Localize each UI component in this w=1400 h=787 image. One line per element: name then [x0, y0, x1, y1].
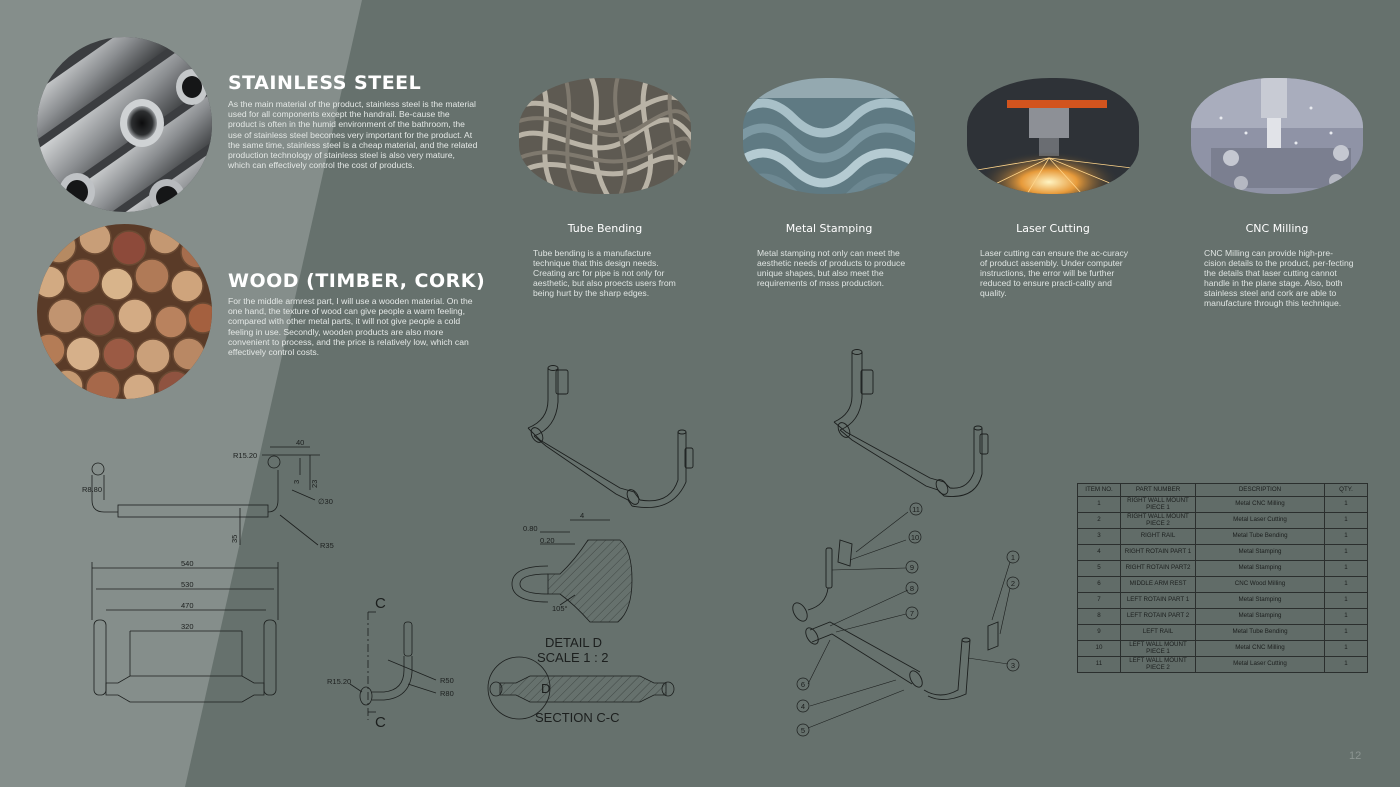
bom-cell: RIGHT ROTAIN PART 1 — [1121, 545, 1196, 561]
balloon-2: 2 — [1010, 579, 1016, 588]
dim-23: 23 — [310, 479, 319, 488]
side-view-drawing — [350, 612, 436, 720]
laser-cutting-description: Laser cutting can ensure the ac-curacy of product assembly. Under computer instructions, the error will be further reduced to ensure practi-cality and quality. — [980, 248, 1129, 298]
bom-cell: CNC Wood Milling — [1196, 577, 1325, 593]
dim-r15-side: R15.20 — [327, 677, 352, 686]
dim-r8: R8.80 — [82, 485, 103, 494]
bom-cell: RIGHT RAIL — [1121, 529, 1196, 545]
bom-cell: MIDDLE ARM REST — [1121, 577, 1196, 593]
bom-cell: LEFT WALL MOUNT PIECE 2 — [1121, 657, 1196, 673]
metal-stamping-title: Metal Stamping — [785, 222, 873, 235]
section-c-bottom-label: C — [375, 714, 386, 731]
table-row — [1078, 561, 1368, 577]
table-row — [1078, 593, 1368, 609]
bom-header-description: DESCRIPTION — [1196, 484, 1325, 497]
bom-cell: 1 — [1325, 593, 1368, 609]
bom-cell: 1 — [1325, 577, 1368, 593]
bom-cell: RIGHT WALL MOUNT PIECE 2 — [1121, 513, 1196, 529]
table-row — [1078, 529, 1368, 545]
balloon-4: 4 — [800, 702, 806, 711]
bom-cell: 11 — [1078, 657, 1121, 673]
bom-cell: Metal Tube Bending — [1196, 529, 1325, 545]
isometric-assembly-view — [528, 350, 988, 508]
detail-scale-label: SCALE 1 : 2 — [537, 650, 609, 665]
balloon-3: 3 — [1010, 661, 1016, 670]
bom-cell: 10 — [1078, 641, 1121, 657]
balloon-8: 8 — [909, 584, 915, 593]
bill-of-materials-table — [1077, 483, 1368, 673]
balloon-10: 10 — [910, 533, 920, 542]
balloon-11: 11 — [912, 505, 920, 514]
detail-d-marker: D — [541, 681, 551, 696]
dim-020: 0.20 — [540, 536, 555, 545]
section-c-top-label: C — [375, 595, 386, 612]
page-number: 12 — [1349, 750, 1362, 762]
bom-cell: LEFT WALL MOUNT PIECE 1 — [1121, 641, 1196, 657]
table-row — [1078, 513, 1368, 529]
bom-cell: Metal CNC Milling — [1196, 641, 1325, 657]
dim-35: 35 — [230, 534, 239, 543]
dim-105deg: 105° — [552, 604, 568, 613]
detail-d-title: DETAIL D — [545, 635, 603, 650]
bom-cell: 3 — [1078, 529, 1121, 545]
detail-d-drawing — [512, 520, 632, 622]
bom-cell: 1 — [1325, 497, 1368, 513]
bom-cell: 2 — [1078, 513, 1121, 529]
table-row — [1078, 577, 1368, 593]
bom-cell: 6 — [1078, 577, 1121, 593]
table-row — [1078, 641, 1368, 657]
bom-cell: 5 — [1078, 561, 1121, 577]
bom-cell: 7 — [1078, 593, 1121, 609]
wood-description: For the middle armrest part, I will use a wooden material. On the one hand, the texture of wood can give people a warm feeling, compared with other metal parts, it will not give people a cold feeling in use. Secondly, wooden products are also more convenient to process, and the price is relatively low, which can effectively control costs. — [228, 296, 473, 358]
bom-cell: Metal Laser Cutting — [1196, 513, 1325, 529]
table-row — [1078, 657, 1368, 673]
bom-cell: LEFT ROTAIN PART 2 — [1121, 609, 1196, 625]
bom-cell: 1 — [1325, 545, 1368, 561]
balloon-9: 9 — [909, 563, 915, 572]
bom-cell: RIGHT WALL MOUNT PIECE 1 — [1121, 497, 1196, 513]
balloon-5: 5 — [800, 726, 806, 735]
bom-cell: 1 — [1325, 561, 1368, 577]
bom-cell: Metal Stamping — [1196, 561, 1325, 577]
bom-cell: LEFT RAIL — [1121, 625, 1196, 641]
bom-cell: 1 — [1325, 529, 1368, 545]
dim-r15-top: R15.20 — [233, 451, 258, 460]
table-row — [1078, 545, 1368, 561]
bom-cell: RIGHT ROTAIN PART2 — [1121, 561, 1196, 577]
balloon-6: 6 — [800, 680, 806, 689]
bom-cell: 1 — [1325, 657, 1368, 673]
dim-540: 540 — [181, 559, 194, 568]
exploded-view-drawing — [790, 503, 1019, 736]
bom-cell: 8 — [1078, 609, 1121, 625]
dim-40: 40 — [296, 438, 305, 447]
cnc-milling-title: CNC Milling — [1245, 222, 1309, 235]
cnc-milling-description: CNC Milling can provide high-pre-cision details to the product, per-fecting the details that laser cutting cannot handle in the plane stage. Also, both stainless steel and cork are able to manufacture through this technique. — [1204, 248, 1354, 308]
stainless-steel-title: STAINLESS STEEL — [228, 72, 422, 94]
dim-530: 530 — [181, 580, 194, 589]
balloon-1: 1 — [1010, 553, 1016, 562]
bom-cell: Metal Stamping — [1196, 609, 1325, 625]
dim-080: 0.80 — [523, 524, 538, 533]
section-c-c-title: SECTION C-C — [535, 710, 620, 725]
bom-cell: 1 — [1325, 513, 1368, 529]
balloon-7: 7 — [909, 609, 915, 618]
bom-header-qty: QTY. — [1325, 484, 1368, 497]
bom-cell: 1 — [1325, 641, 1368, 657]
bom-cell: Metal Stamping — [1196, 593, 1325, 609]
dim-r50: R50 — [440, 676, 454, 685]
bom-cell: Metal Laser Cutting — [1196, 657, 1325, 673]
bom-cell: Metal Stamping — [1196, 545, 1325, 561]
dim-3: 3 — [292, 479, 301, 484]
bom-cell: 4 — [1078, 545, 1121, 561]
table-row — [1078, 497, 1368, 513]
wood-title: WOOD (TIMBER, CORK) — [228, 270, 486, 292]
bom-cell: 1 — [1325, 609, 1368, 625]
bom-cell: LEFT ROTAIN PART 1 — [1121, 593, 1196, 609]
dim-d30: ∅30 — [318, 497, 333, 506]
stainless-steel-description: As the main material of the product, stainless steel is the material used for all components except the handrail. Be-cause the product is often in the humid environment of the bathroom, the use of stainless steel becomes very important for the product. At the same time, stainless steel is a cheap material, and the related production technology of stainless steel is also very mature, which can effectively control the cost of products. — [228, 99, 478, 171]
bom-header-row — [1078, 484, 1368, 497]
bom-cell: 1 — [1325, 625, 1368, 641]
tube-bending-title: Tube Bending — [567, 222, 643, 235]
bom-cell: Metal CNC Milling — [1196, 497, 1325, 513]
table-row — [1078, 609, 1368, 625]
laser-cutting-title: Laser Cutting — [1016, 222, 1090, 235]
dim-r35: R35 — [320, 541, 334, 550]
top-view-drawing — [92, 447, 320, 545]
dim-470: 470 — [181, 601, 194, 610]
dim-4: 4 — [580, 511, 585, 520]
bom-cell: 1 — [1078, 497, 1121, 513]
dim-320: 320 — [181, 622, 194, 631]
tube-bending-description: Tube bending is a manufacture technique that this design needs. Creating arc for pipe is not only for aesthetic, but also proects users from being hurt by the sharp edges. — [533, 248, 676, 298]
bom-cell: 9 — [1078, 625, 1121, 641]
metal-stamping-description: Metal stamping not only can meet the aesthetic needs of products to produce unique shapes, but also meet the requirements of msss production. — [757, 248, 906, 288]
bom-cell: Metal Tube Bending — [1196, 625, 1325, 641]
bom-header-part-number: PART NUMBER — [1121, 484, 1196, 497]
table-row — [1078, 625, 1368, 641]
bom-header-item-no: ITEM NO. — [1078, 484, 1121, 497]
dim-r80: R80 — [440, 689, 454, 698]
